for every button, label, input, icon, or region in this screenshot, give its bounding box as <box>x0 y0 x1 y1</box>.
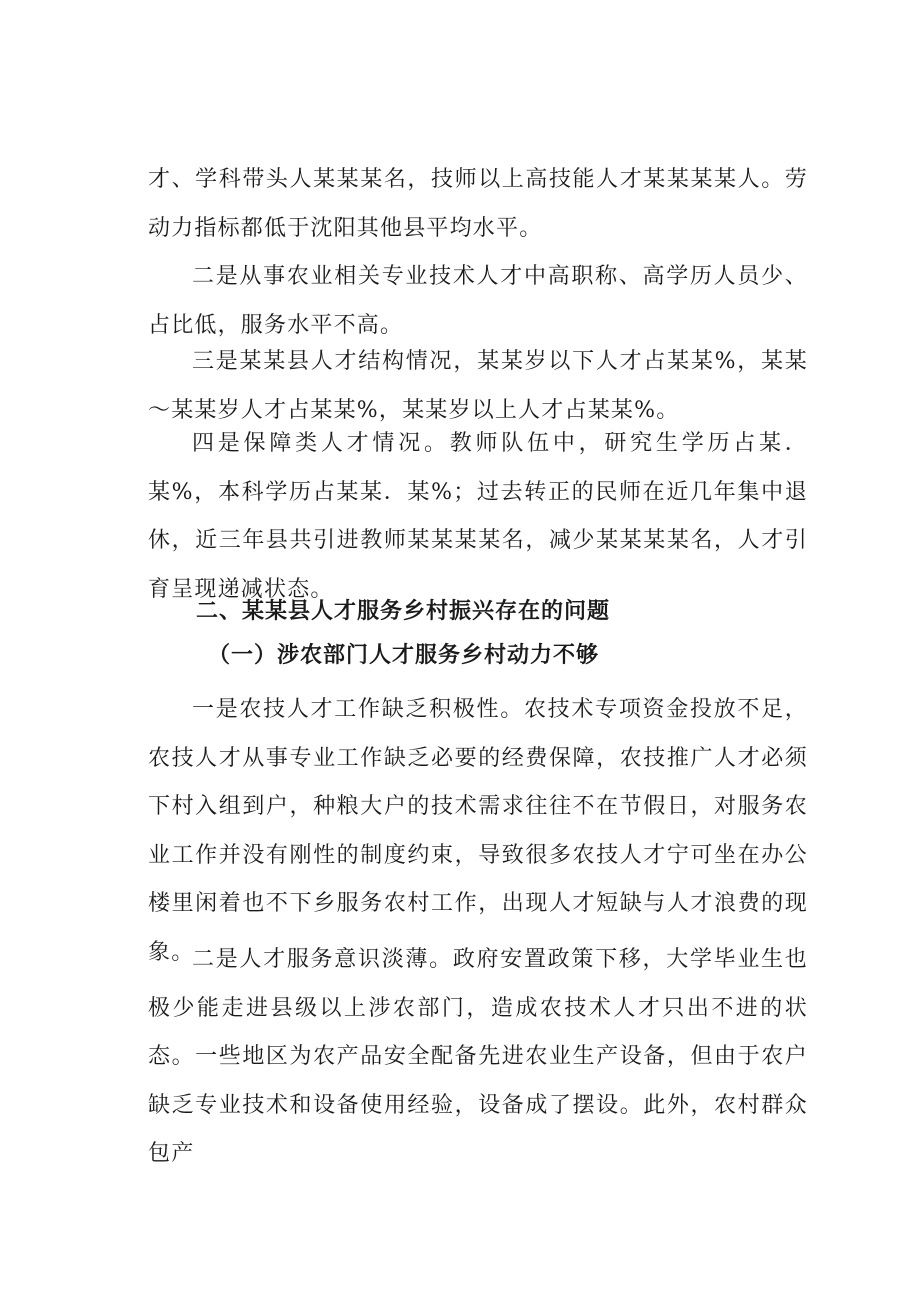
paragraph-agri-tech-motivation: 一是农技人才工作缺乏积极性。农技术专项资金投放不足，农技人才从事专业工作缺乏必要的经费保障，农技推广人才必须下村入组到户，种粮大户的技术需求往往不在节假日，对服务农业工作并没有刚性的制度约束，导致很多农技人才宁可坐在办公楼里闲着也不下乡服务农村工作，出现人才短缺与人才浪费的现象。 <box>148 697 808 965</box>
paragraph-service-awareness: 二是人才服务意识淡薄。政府安置政策下移，大学毕业生也极少能走进县级以上涉农部门，造成农技术人才只出不进的状态。一些地区为农产品安全配备先进农业生产设备，但由于农户缺乏专业技术和设备使用经验，设备成了摆设。此外，农村群众包产 <box>148 947 808 1166</box>
section-heading: 二、某某县人才服务乡村振兴存在的问题 <box>196 599 611 624</box>
paragraph-talent-count: 才、学科带头人某某某名，技师以上高技能人才某某某某人。劳动力指标都低于沈阳其他县平均水平。 <box>148 167 808 241</box>
paragraph-talent-structure: 三是某某县人才结构情况，某某岁以下人才占某某%，某某～某某岁人才占某某%，某某岁以上人才占某某%。 <box>148 349 808 423</box>
subsection-heading: （一）涉农部门人才服务乡村动力不够 <box>208 643 600 668</box>
paragraph-support-talent: 四是保障类人才情况。教师队伍中，研究生学历占某．某%，本科学历占某某．某%；过去转正的民师在近几年集中退休，近三年县共引进教师某某某某名，减少某某某某名，人才引育呈现递减状态。 <box>148 431 808 602</box>
paragraph-professional-staff: 二是从事农业相关专业技术人才中高职称、高学历人员少、占比低，服务水平不高。 <box>148 264 808 338</box>
